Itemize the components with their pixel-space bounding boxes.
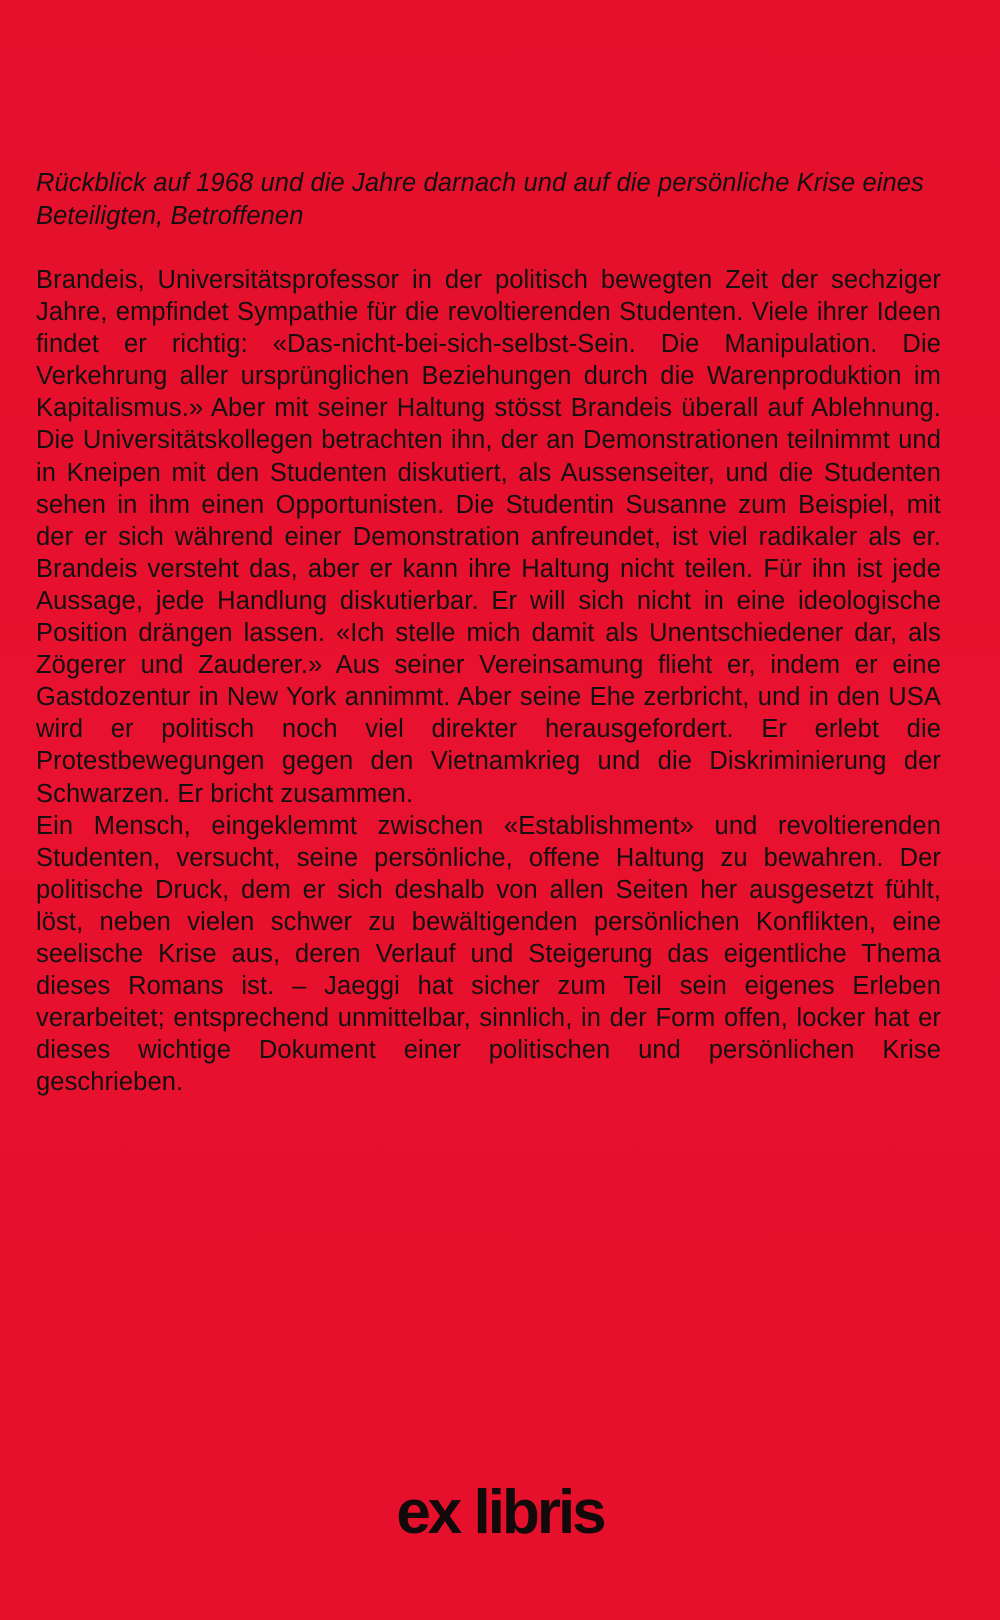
publisher-logo: ex libris bbox=[396, 1478, 604, 1547]
cover-subtitle: Rückblick auf 1968 und die Jahre darnach und auf die persönliche Krise eines Beteiligten, Betroffenen bbox=[36, 169, 924, 230]
blurb-paragraph-1: Brandeis, Universitätsprofessor in der politisch bewegten Zeit der sechziger Jahre, empfindet Sympathie für die revoltierenden Studenten. Viele ihrer Ideen findet er richtig: «Das-nicht-bei-sich-selbst-Sein. Die Manipulation. Die Verkehrung aller ursprünglichen Beziehungen durch die Warenproduktion im Kapitalismus.» Aber mit seiner Haltung stösst Brandeis überall auf Ablehnung. Die Universitätskollegen betrachten ihn, der an Demonstrationen teilnimmt und in Kneipen mit den Studenten diskutiert, als Aussenseiter, und die Studenten sehen in ihm einen Opportunisten. Die Studentin Susanne zum Beispiel, mit der er sich während einer Demonstration anfreundet, ist viel radikaler als er. Brandeis versteht das, aber er kann ihre Haltung nicht teilen. Für ihn ist jede Aussage, jede Handlung diskutierbar. Er will sich nicht in eine ideologische Position drängen lassen. «Ich stelle mich damit als Unentschiedener dar, als Zögerer und Zauderer.» Aus seiner Vereinsamung flieht er, indem er eine Gastdozentur in New York annimmt. Aber seine Ehe zerbricht, und in den USA wird er politisch noch viel direkter herausgefordert. Er erlebt die Protestbewegungen gegen den Vietnamkrieg und die Diskriminierung der Schwarzen. Er bricht zusammen. bbox=[36, 266, 941, 808]
blurb-paragraph-2: Ein Mensch, eingeklemmt zwischen «Establishment» und revoltierenden Studenten, versucht, seine persönliche, offene Haltung zu bewahren. Der politische Druck, dem er sich deshalb von allen Seiten her ausgesetzt fühlt, löst, neben vielen schwer zu bewältigenden persönlichen Konflikten, eine seelische Krise aus, deren Verlauf und Steigerung das eigentliche Thema dieses Romans ist. – Jaeggi hat sicher zum Teil sein eigenes Erleben verarbeitet; entsprechend unmittelbar, sinnlich, in der Form offen, locker hat er dieses wichtige Dokument einer politischen und persönlichen Krise geschrieben. bbox=[36, 811, 941, 1097]
cover-blurb bbox=[36, 264, 941, 1098]
